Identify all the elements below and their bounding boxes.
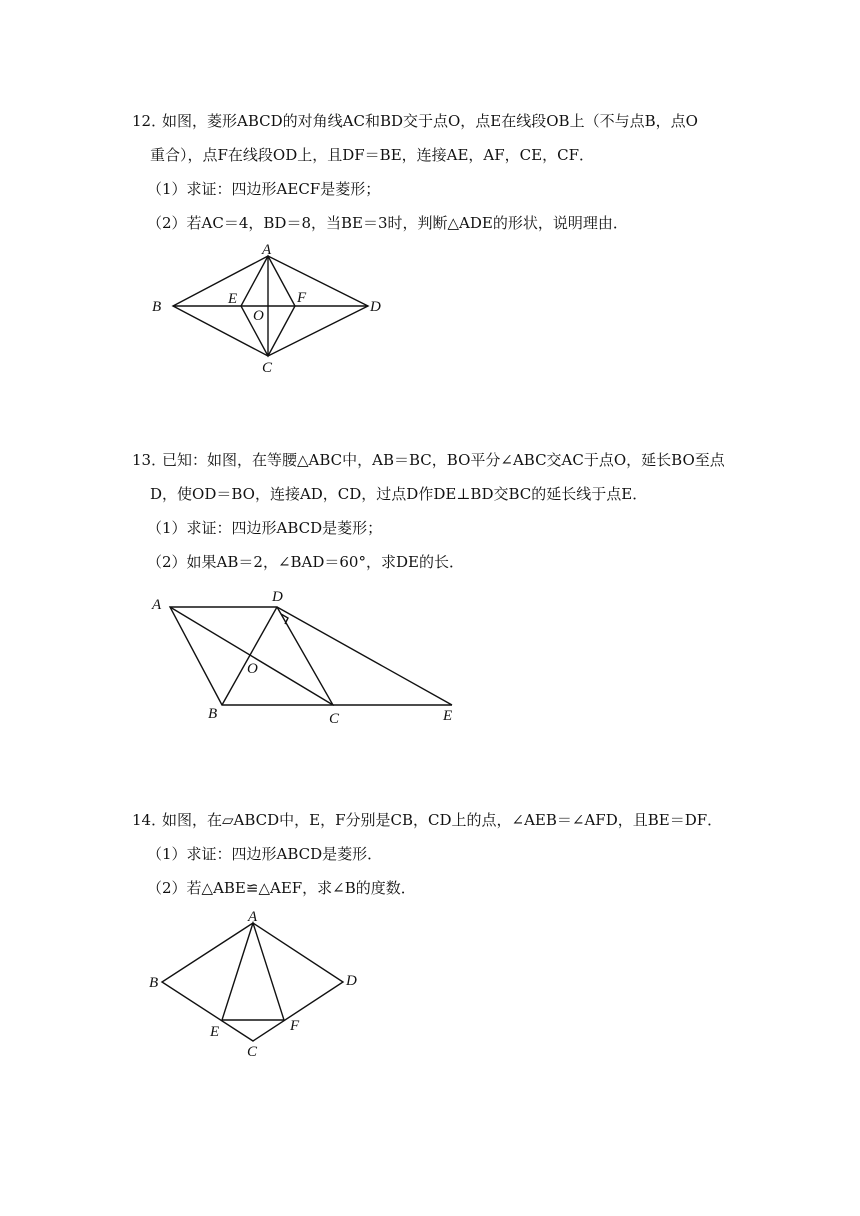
problem-13-part-1-text: （1）求证：四边形ABCD是菱形； — [147, 519, 383, 537]
label-a: A — [248, 909, 258, 925]
label-b: B — [152, 299, 162, 315]
diagonal-ac — [170, 607, 333, 705]
label-c: C — [247, 1044, 258, 1060]
problem-12-statement-cont: 重合），点F在线段OD上，且DF＝BE，连接AE，AF，CE，CF． — [150, 146, 594, 164]
problem-14-number: 14． — [132, 811, 167, 829]
problem-12-part-1-text: （1）求证：四边形AECF是菱形； — [147, 180, 381, 198]
label-e: E — [228, 291, 238, 307]
segment-de — [277, 607, 452, 705]
problem-12-figure — [140, 240, 400, 380]
rhombus-abcd — [162, 923, 343, 1041]
diagonal-bd — [222, 607, 277, 705]
problem-14-part-1-text: （1）求证：四边形ABCD是菱形． — [147, 845, 383, 863]
label-a: A — [152, 597, 162, 613]
problem-13-number: 13． — [132, 451, 167, 469]
label-b: B — [149, 975, 159, 991]
label-a: A — [262, 242, 272, 258]
label-c: C — [262, 360, 273, 376]
label-d: D — [370, 299, 381, 315]
label-f: F — [290, 1018, 300, 1034]
problem-12-statement: 如图，菱形ABCD的对角线AC和BD交于点O，点E在线段OB上（不与点B，点O — [162, 112, 698, 130]
problem-13-statement-cont: D，使OD＝BO，连接AD，CD，过点D作DE⊥BD交BC的延长线于点E． — [150, 485, 648, 503]
problem-14-part-2-text: （2）若△ABE≌△AEF，求∠B的度数． — [147, 879, 416, 897]
problem-13-part-2-text: （2）如果AB＝2，∠BAD＝60°，求DE的长． — [147, 553, 464, 571]
label-e: E — [210, 1024, 220, 1040]
label-d: D — [272, 589, 283, 605]
label-o: O — [253, 308, 264, 324]
label-d: D — [346, 973, 357, 989]
problem-13-figure — [140, 585, 480, 735]
label-o: O — [247, 661, 258, 677]
label-b: B — [208, 706, 218, 722]
label-f: F — [297, 290, 307, 306]
label-c: C — [329, 711, 340, 727]
problem-14-statement: 如图，在▱ABCD中，E，F分别是CB，CD上的点，∠AEB＝∠AFD，且BE＝DF． — [162, 811, 723, 829]
label-e: E — [443, 708, 453, 724]
problem-13-statement: 已知：如图，在等腰△ABC中，AB＝BC，BO平分∠ABC交AC于点O，延长BO至点 — [162, 451, 725, 469]
problem-12-number: 12． — [132, 112, 167, 130]
problem-12-part-2-text: （2）若AC＝4，BD＝8，当BE＝3时，判断△ADE的形状，说明理由． — [147, 214, 628, 232]
problem-14-figure — [140, 905, 380, 1065]
